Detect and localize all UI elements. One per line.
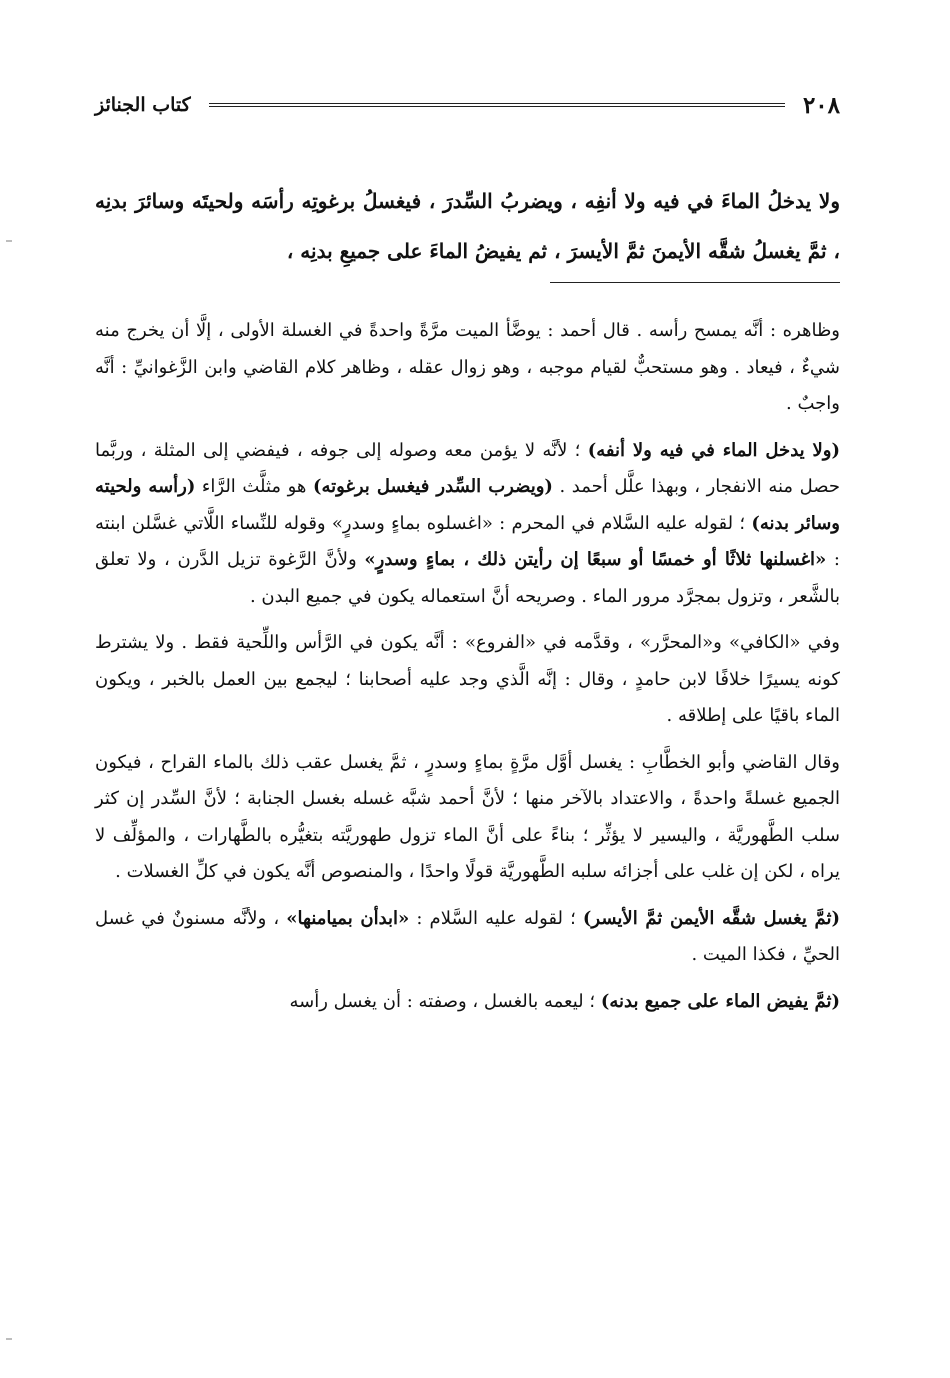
commentary-segment: ؛ ليعمه بالغسل ، وصفته : أن يغسل رأسه (289, 990, 601, 1012)
commentary-paragraph (95, 745, 840, 891)
commentary-segment: هو مثلَّث الرَّاء (195, 476, 313, 497)
commentary-segment: وظاهره : أنَّه يمسح رأسه . قال أحمد : يوضَّأ الميت مرَّةً واحدةً في الغسلة الأولى ، إلَّا أن يخرج منه شيءٌ ، فيعاد . وهو مستحبٌّ لقيام موجبه ، وهو زوال عقله ، وظاهر كلام القاضي وابن الزَّغوانيِّ : أنَّه واجبٌ . (95, 320, 840, 414)
commentary-segment: ؛ لأنَّه لا يؤمن معه وصوله إلى جوفه ، فيفضي إلى المثلة ، وربَّما حصل منه الانفجار ، وبهذا علَّل أحمد . (95, 439, 840, 497)
page-number: ٢٠٨ (802, 91, 840, 119)
commentary-paragraph (95, 984, 840, 1021)
page-header (95, 88, 840, 122)
commentary-paragraph (95, 901, 840, 974)
quoted-matn-segment: (ثمَّ يفيض الماء على جميع بدنه) (600, 990, 840, 1012)
quoted-matn-segment: «ابدأن بميامنها» (286, 907, 410, 929)
commentary-segment: وفي «الكافي» و«المحرَّر» ، وقدَّمه في «الفروع» : أنَّه يكون في الرَّأس واللِّحية فقط . ولا يشترط كونه يسيرًا خلافًا لابن حامدٍ ، وقال : إنَّه الَّذي وجد عليه أصحابنا ؛ ليجمع بين العمل بالخبر ، ويكون الماء باقيًا على إطلاقه . (95, 632, 840, 726)
quoted-matn-segment: (ويضرب السِّدر فيغسل برغوته) (312, 476, 553, 497)
commentary-segment: ؛ لقوله عليه السَّلام في المحرم : «اغسلوه بماءٍ وسدرٍ» وقوله للنِّساء اللَّاتي غسَّلن ابنته : (95, 512, 840, 570)
page-body (95, 176, 840, 1030)
matn-text: ولا يدخلُ الماءَ في فيه ولا أنفِه ، ويضربُ السِّدرَ ، فيغسلُ برغوتِه رأسَه ولحيتَه وسائرَ بدنِه ، ثمَّ يغسلُ شقَّه الأيمنَ ثمَّ الأيسرَ ، ثم يفيضُ الماءَ على جميعِ بدنِه ، (95, 189, 840, 263)
commentary-segment: ولأنَّ الرَّغوة تزيل الدَّرن ، ولا تعلق بالشَّعر ، وتزول بمجرَّد مرور الماء . وصريحه أنَّ استعماله يكون في جميع البدن . (95, 549, 840, 607)
scan-artifact (6, 1338, 12, 1340)
quoted-matn-segment: «اغسلنها ثلاثًا أو خمسًا أو سبعًا إن رأيتن ذلك ، بماءٍ وسدرٍ» (364, 549, 827, 570)
quoted-matn-segment: (ولا يدخل الماء في فيه ولا أنفه) (587, 439, 840, 461)
commentary-segment: ، ولأنَّه مسنونٌ في غسل الحيِّ ، فكذا الميت . (95, 907, 840, 965)
quoted-matn-segment: (رأسه ولحيته وسائر بدنه) (95, 476, 840, 534)
scan-artifact (6, 240, 12, 242)
quoted-matn-segment: (ثمَّ يغسل شقَّه الأيمن ثمَّ الأيسر) (582, 907, 840, 929)
commentary-paragraph (95, 313, 840, 423)
commentary-paragraph (95, 433, 840, 616)
commentary (95, 313, 840, 1020)
commentary-segment: ؛ لقوله عليه السَّلام : (409, 907, 583, 929)
commentary-segment: وقال القاضي وأبو الخطَّابِ : يغسل أوَّل مرَّةٍ بماءٍ وسدرٍ ، ثمَّ يغسل عقب ذلك بالماء القراح ، فيكون الجميع غسلةً واحدةً ، والاعتداد بالآخر منها ؛ لأنَّ أحمد شبَّه غسله بغسل الجنابة ؛ لأنَّ السِّدر إن كثر سلب الطَّهوريَّة ، واليسير لا يؤثِّر ؛ بناءً على أنَّ الماء تزول طهوريَّته بتغيُّره بالطَّهارات ، والمؤلِّف لا يراه ، لكن إن غلب على أجزائه سلبه الطَّهوريَّة قولًا واحدًا ، والمنصوص أنَّه يكون في كلِّ الغسلات . (95, 751, 840, 882)
commentary-paragraph (95, 625, 840, 735)
book-title: كتاب الجنائز (95, 94, 191, 116)
header-divider (209, 103, 785, 107)
matn-divider (550, 282, 840, 283)
